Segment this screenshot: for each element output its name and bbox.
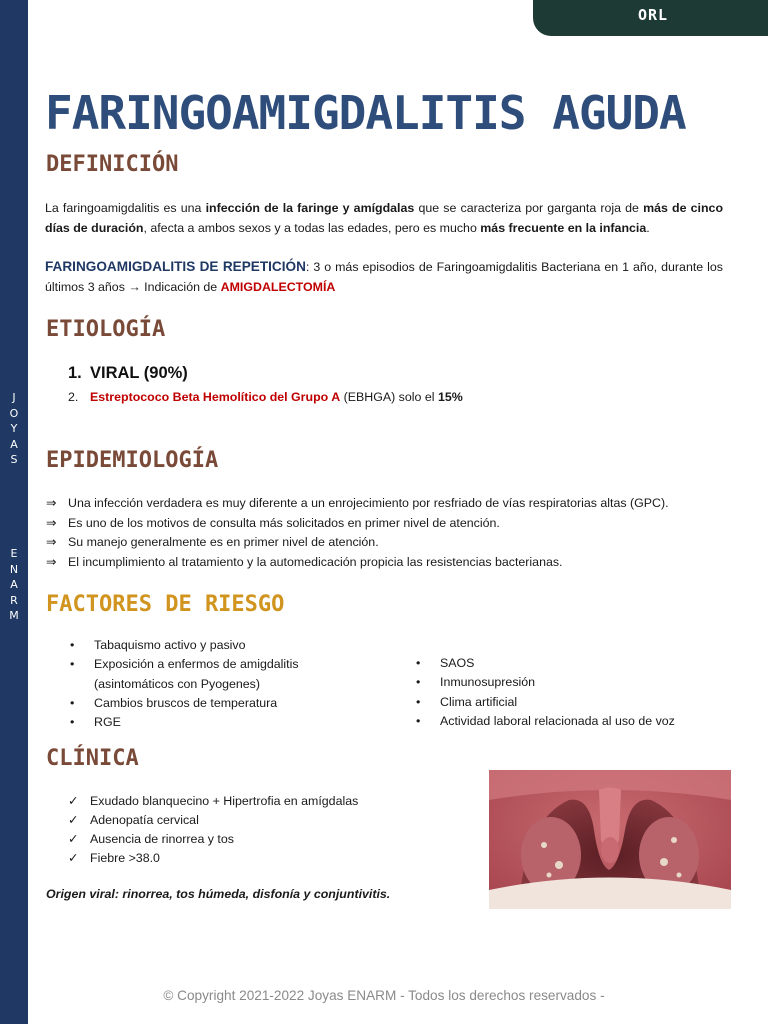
heading-clinica: CLÍNICA [46, 746, 139, 771]
sidebar-letter: A [10, 578, 18, 591]
sidebar-letter: M [9, 609, 19, 622]
list-item-continuation [70, 675, 299, 694]
list-item-text: El incumplimiento al tratamiento y la automedicación propicia las resistencias bacterianas. [68, 555, 563, 570]
list-item [70, 636, 299, 655]
heading-definicion: DEFINICIÓN [46, 152, 179, 177]
double-arrow-icon: ⇒ [46, 496, 57, 510]
etiologia-item-1 [68, 364, 188, 383]
list-item [68, 811, 358, 830]
list-item [46, 553, 669, 573]
list-item-text: Es uno de los motivos de consulta más solicitados en primer nivel de atención. [68, 515, 500, 530]
list-item-text: Adenopatía cervical [90, 813, 199, 827]
list-item [70, 694, 299, 713]
list-item [46, 514, 669, 534]
item-highlight: Estreptococo Beta Hemolítico del Grupo A [90, 390, 341, 404]
double-arrow-icon: ⇒ [46, 555, 57, 570]
factores-list-right [416, 654, 675, 731]
text-bold: infección de la faringe y amígdalas [205, 201, 415, 215]
amigdalectomia-label: AMIGDALECTOMÍA [220, 279, 336, 294]
viral-origin-note: Origen viral: rinorrea, tos húmeda, disfonía y conjuntivitis. [46, 887, 391, 901]
list-item-text: Clima artificial [440, 694, 518, 709]
list-item [416, 654, 675, 673]
sidebar-letter: Y [10, 422, 18, 435]
bullet-icon: • [416, 656, 421, 670]
clinica-list [68, 792, 358, 868]
bullet-icon: • [416, 713, 421, 728]
list-item-text: Tabaquismo activo y pasivo [94, 638, 246, 652]
throat-illustration [489, 770, 731, 909]
bullet-icon: • [70, 695, 75, 710]
item-number: 1. [68, 364, 82, 382]
item-text: (EBHGA) solo el [340, 390, 438, 404]
list-item-text: SAOS [440, 656, 475, 670]
double-arrow-icon: ⇒ [46, 515, 57, 530]
list-item [68, 830, 358, 849]
text-run: La faringoamigdalitis es una [45, 201, 206, 215]
etiologia-item-2 [68, 390, 463, 404]
text-run: que se caracteriza por garganta roja de [414, 201, 644, 215]
list-item [416, 673, 675, 692]
heading-etiologia: ETIOLOGÍA [46, 317, 166, 342]
item-text: VIRAL (90%) [90, 364, 188, 382]
text-bold: más frecuente en la infancia [480, 220, 647, 235]
list-item-text: Exudado blanquecino + Hipertrofia en amígdalas [90, 794, 359, 808]
list-item-text: Su manejo generalmente es en primer nivel de atención. [68, 535, 379, 550]
list-item-text: Cambios bruscos de temperatura [94, 695, 278, 710]
repeticion-paragraph [45, 257, 723, 297]
list-item-text: RGE [94, 715, 121, 730]
sidebar-letter: O [9, 406, 19, 420]
item-number: 2. [68, 390, 79, 404]
list-item [416, 712, 675, 731]
list-item-text: Actividad laboral relacionada al uso de voz [440, 713, 675, 728]
bullet-icon: • [416, 694, 421, 709]
repeticion-label: FARINGOAMIGDALITIS DE REPETICIÓN [45, 259, 306, 274]
arrow-right-icon: → [128, 279, 141, 294]
sidebar-letter: N [9, 562, 19, 576]
list-item [68, 849, 358, 868]
check-icon: ✓ [68, 851, 79, 865]
bullet-icon: • [70, 657, 75, 672]
list-item-text: Fiebre >38.0 [90, 851, 160, 865]
text-bold: más de cinco días de duración [45, 201, 724, 235]
check-icon: ✓ [68, 794, 79, 808]
heading-epidemiologia: EPIDEMIOLOGÍA [46, 448, 219, 473]
heading-factores: FACTORES DE RIESGO [46, 592, 285, 617]
bullet-icon: • [70, 638, 75, 652]
sidebar-word-joyas [0, 390, 28, 468]
text-run: . [646, 220, 650, 235]
epidemiologia-list [46, 494, 669, 573]
definicion-paragraph [45, 199, 723, 238]
list-item-text: Una infección verdadera es muy diferente a un enrojecimiento por resfriado de vías respiratorias altas (GPC). [68, 496, 669, 510]
list-item [46, 494, 669, 514]
text-run: : 3 o más episodios de Faringoamigdalitis Bacteriana en 1 año, durante los últimos 3 años [45, 260, 723, 294]
item-bold: 15% [437, 390, 463, 404]
list-item [416, 693, 675, 712]
bullet-icon: • [416, 675, 421, 690]
sidebar-letter: R [10, 593, 18, 607]
list-item-text: Inmunosupresión [440, 675, 536, 690]
sidebar-letter: S [10, 453, 18, 466]
text-run: Indicación de [140, 279, 221, 294]
list-item-text: Exposición a enfermos de amigdalitis [94, 657, 299, 672]
text-run: , afecta a ambos sexos y a todas las edades, pero es mucho [143, 220, 481, 235]
page-title: FARINGOAMIGDALITIS AGUDA [45, 86, 686, 140]
check-icon: ✓ [68, 813, 79, 827]
bullet-icon: • [70, 715, 75, 730]
sidebar-word-enarm [0, 546, 28, 624]
list-item [70, 713, 299, 732]
list-item [46, 533, 669, 553]
sidebar-letter: A [10, 437, 18, 451]
copyright-footer: © Copyright 2021-2022 Joyas ENARM - Todos los derechos reservados - [163, 988, 605, 1003]
list-item [70, 655, 299, 674]
list-item [68, 792, 358, 811]
sidebar-letter: E [10, 547, 18, 560]
section-tab [533, 0, 768, 36]
list-item-text: Ausencia de rinorrea y tos [90, 832, 234, 846]
list-item-text: (asintomáticos con Pyogenes) [94, 676, 260, 691]
factores-list-left [70, 636, 299, 732]
sidebar-letter: J [12, 391, 16, 404]
check-icon: ✓ [68, 832, 79, 846]
sidebar [0, 0, 28, 1024]
throat-photo [489, 770, 731, 909]
section-tab-label: ORL [637, 6, 669, 24]
double-arrow-icon: ⇒ [46, 535, 57, 550]
